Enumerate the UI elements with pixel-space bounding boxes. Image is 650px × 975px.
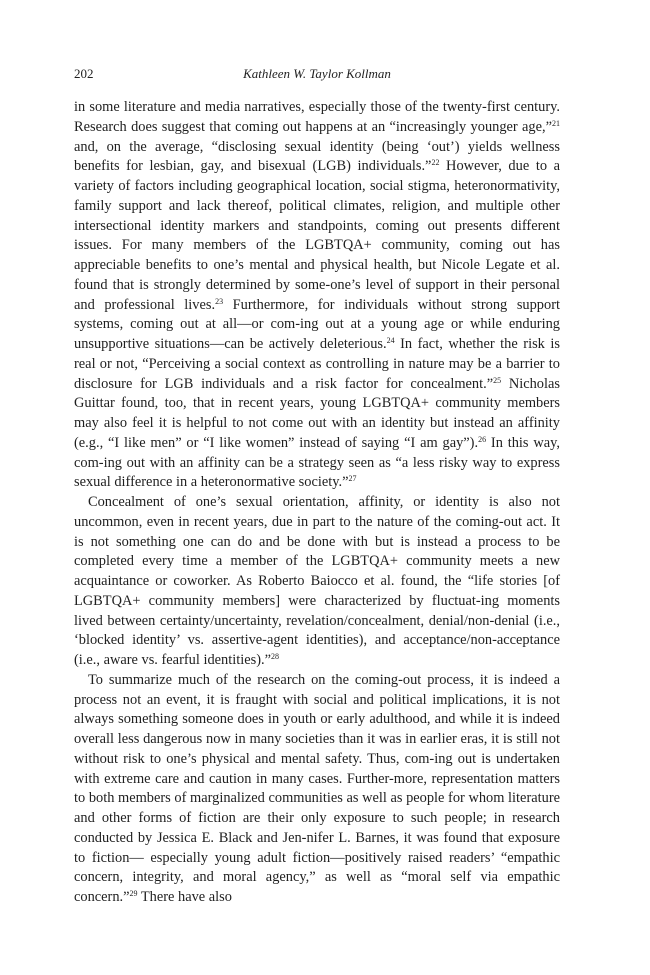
book-page (74, 66, 560, 908)
running-head: Kathleen W. Taylor Kollman (243, 66, 391, 81)
text-run: However, due to a variety of factors including geographical location, social stigma, heteronormativity, family support and lack thereof, political climates, religion, and multiple other intersectional identity markers and standpoints, coming out presents different issues. For many members of the LGBTQA+ community, coming out has appreciable benefits to one’s mental and physical health, but Nicole Legate et al. found that is strongly determined by some-one’s level of support in their personal and professional lives. (74, 158, 561, 313)
footnote-ref: 26 (478, 434, 487, 444)
text-run: To summarize much of the research on the coming-out process, it is indeed a process not an event, it is fraught with social and political implications, it is not always something someone does in youth or early adulthood, and while it is indeed overall less dangerous now in many societies than it was in earlier eras, it is still not without risk to one’s physical and mental safety. Thus, com-ing out is undertaken with extreme care and caution in many cases. Further-more, representation matters to both members of marginalized communities as well as people for whom literature and other forms of fiction are their only exposure to such people; in research conducted by Jessica E. Black and Jen-nifer L. Barnes, it was found that exposure to fiction— especially young adult fiction—positively raised readers’ “empathic concern, integrity, and moral agency,” as well as “moral self via empathic concern.” (74, 671, 560, 905)
paragraph (74, 671, 560, 908)
page-number: 202 (74, 66, 94, 81)
text-run: in some literature and media narratives, especially those of the twenty-first century. Research does suggest that coming out happens at an “increasingly younger age,” (74, 99, 560, 135)
page-header (74, 66, 560, 88)
text-run: In this way, com-ing out with an affinity can be a strategy seen as “a less risky way to express sexual difference in a heteronormative society.” (74, 434, 560, 491)
text-run: There have also (137, 889, 232, 905)
footnote-ref: 22 (431, 158, 440, 168)
paragraph (74, 98, 560, 493)
footnote-ref: 27 (348, 474, 357, 484)
body-text (74, 98, 560, 908)
text-run: In fact, whether the risk is real or not, “Perceiving a social context as controlling in nature may be a barrier to disclosure for LGB individuals and a risk factor for concealment.” (74, 336, 560, 392)
text-run: Nicholas Guittar found, too, that in recent years, young LGBTQA+ community members may also feel it is helpful to not come out with an identity but instead an affinity (e.g., “I like men” or “I like women” instead of saying “I am gay”). (74, 375, 560, 451)
paragraph (74, 493, 560, 671)
footnote-ref: 29 (129, 889, 138, 898)
footnote-ref: 21 (552, 118, 560, 128)
text-run: and, on the average, “disclosing sexual identity (being ‘out’) yields wellness benefits for lesbian, gay, and bisexual (LGB) individuals.” (74, 138, 560, 175)
footnote-ref: 23 (215, 296, 224, 306)
footnote-ref: 28 (270, 652, 279, 661)
footnote-ref: 24 (386, 336, 395, 345)
footnote-ref: 25 (493, 375, 502, 385)
text-run: Concealment of one’s sexual orientation, affinity, or identity is also not uncommon, even in recent years, due in part to the nature of the coming-out act. It is not something one can do and be done with but is instead a process to be completed every time a member of the LGBTQA+ community meets a new acquaintance or coworker. As Roberto Baiocco et al. found, the “life stories [of LGBTQA+ community members] were characterized by fluctuat-ing moments lived between certainty/uncertainty, revelation/concealment, denial/non-denial (i.e., ‘blocked identity’ vs. assertive-agent identities), and acceptance/non-acceptance (i.e., aware vs. fearful identities).” (74, 494, 560, 668)
text-run: Furthermore, for individuals without strong support systems, coming out at all—or com-ing out at a young age or while enduring unsupportive situations—can be actively deleterious. (74, 296, 560, 352)
